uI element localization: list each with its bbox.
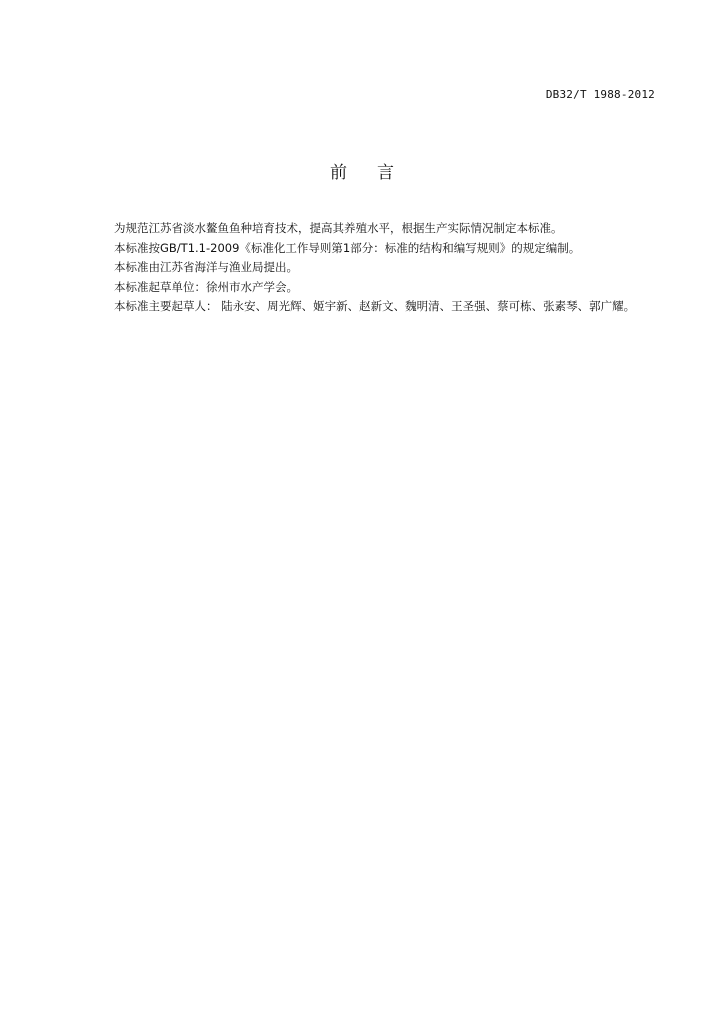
paragraph-drafting-unit: 本标准起草单位：徐州市水产学会。 — [114, 279, 298, 294]
paragraph-proposer: 本标准由江苏省海洋与渔业局提出。 — [114, 260, 298, 274]
foreword-body — [86, 219, 658, 317]
paragraph-drafters: 本标准主要起草人： 陆永安、周光辉、姬宇新、赵新文、魏明清、王圣强、蔡可栋、张素琴、郭广耀。 — [114, 299, 636, 313]
paragraph-drafting-rules: 本标准按GB/T1.1-2009《标准化工作导则第1部分：标准的结构和编写规则》的规定编制。 — [114, 240, 581, 255]
document-code: DB32/T 1988-2012 — [545, 88, 655, 101]
paragraph-purpose: 为规范江苏省淡水鳌鱼鱼种培育技术，提高其养殖水平，根据生产实际情况制定本标准。 — [114, 221, 563, 235]
page-title: 前言 — [330, 163, 424, 183]
